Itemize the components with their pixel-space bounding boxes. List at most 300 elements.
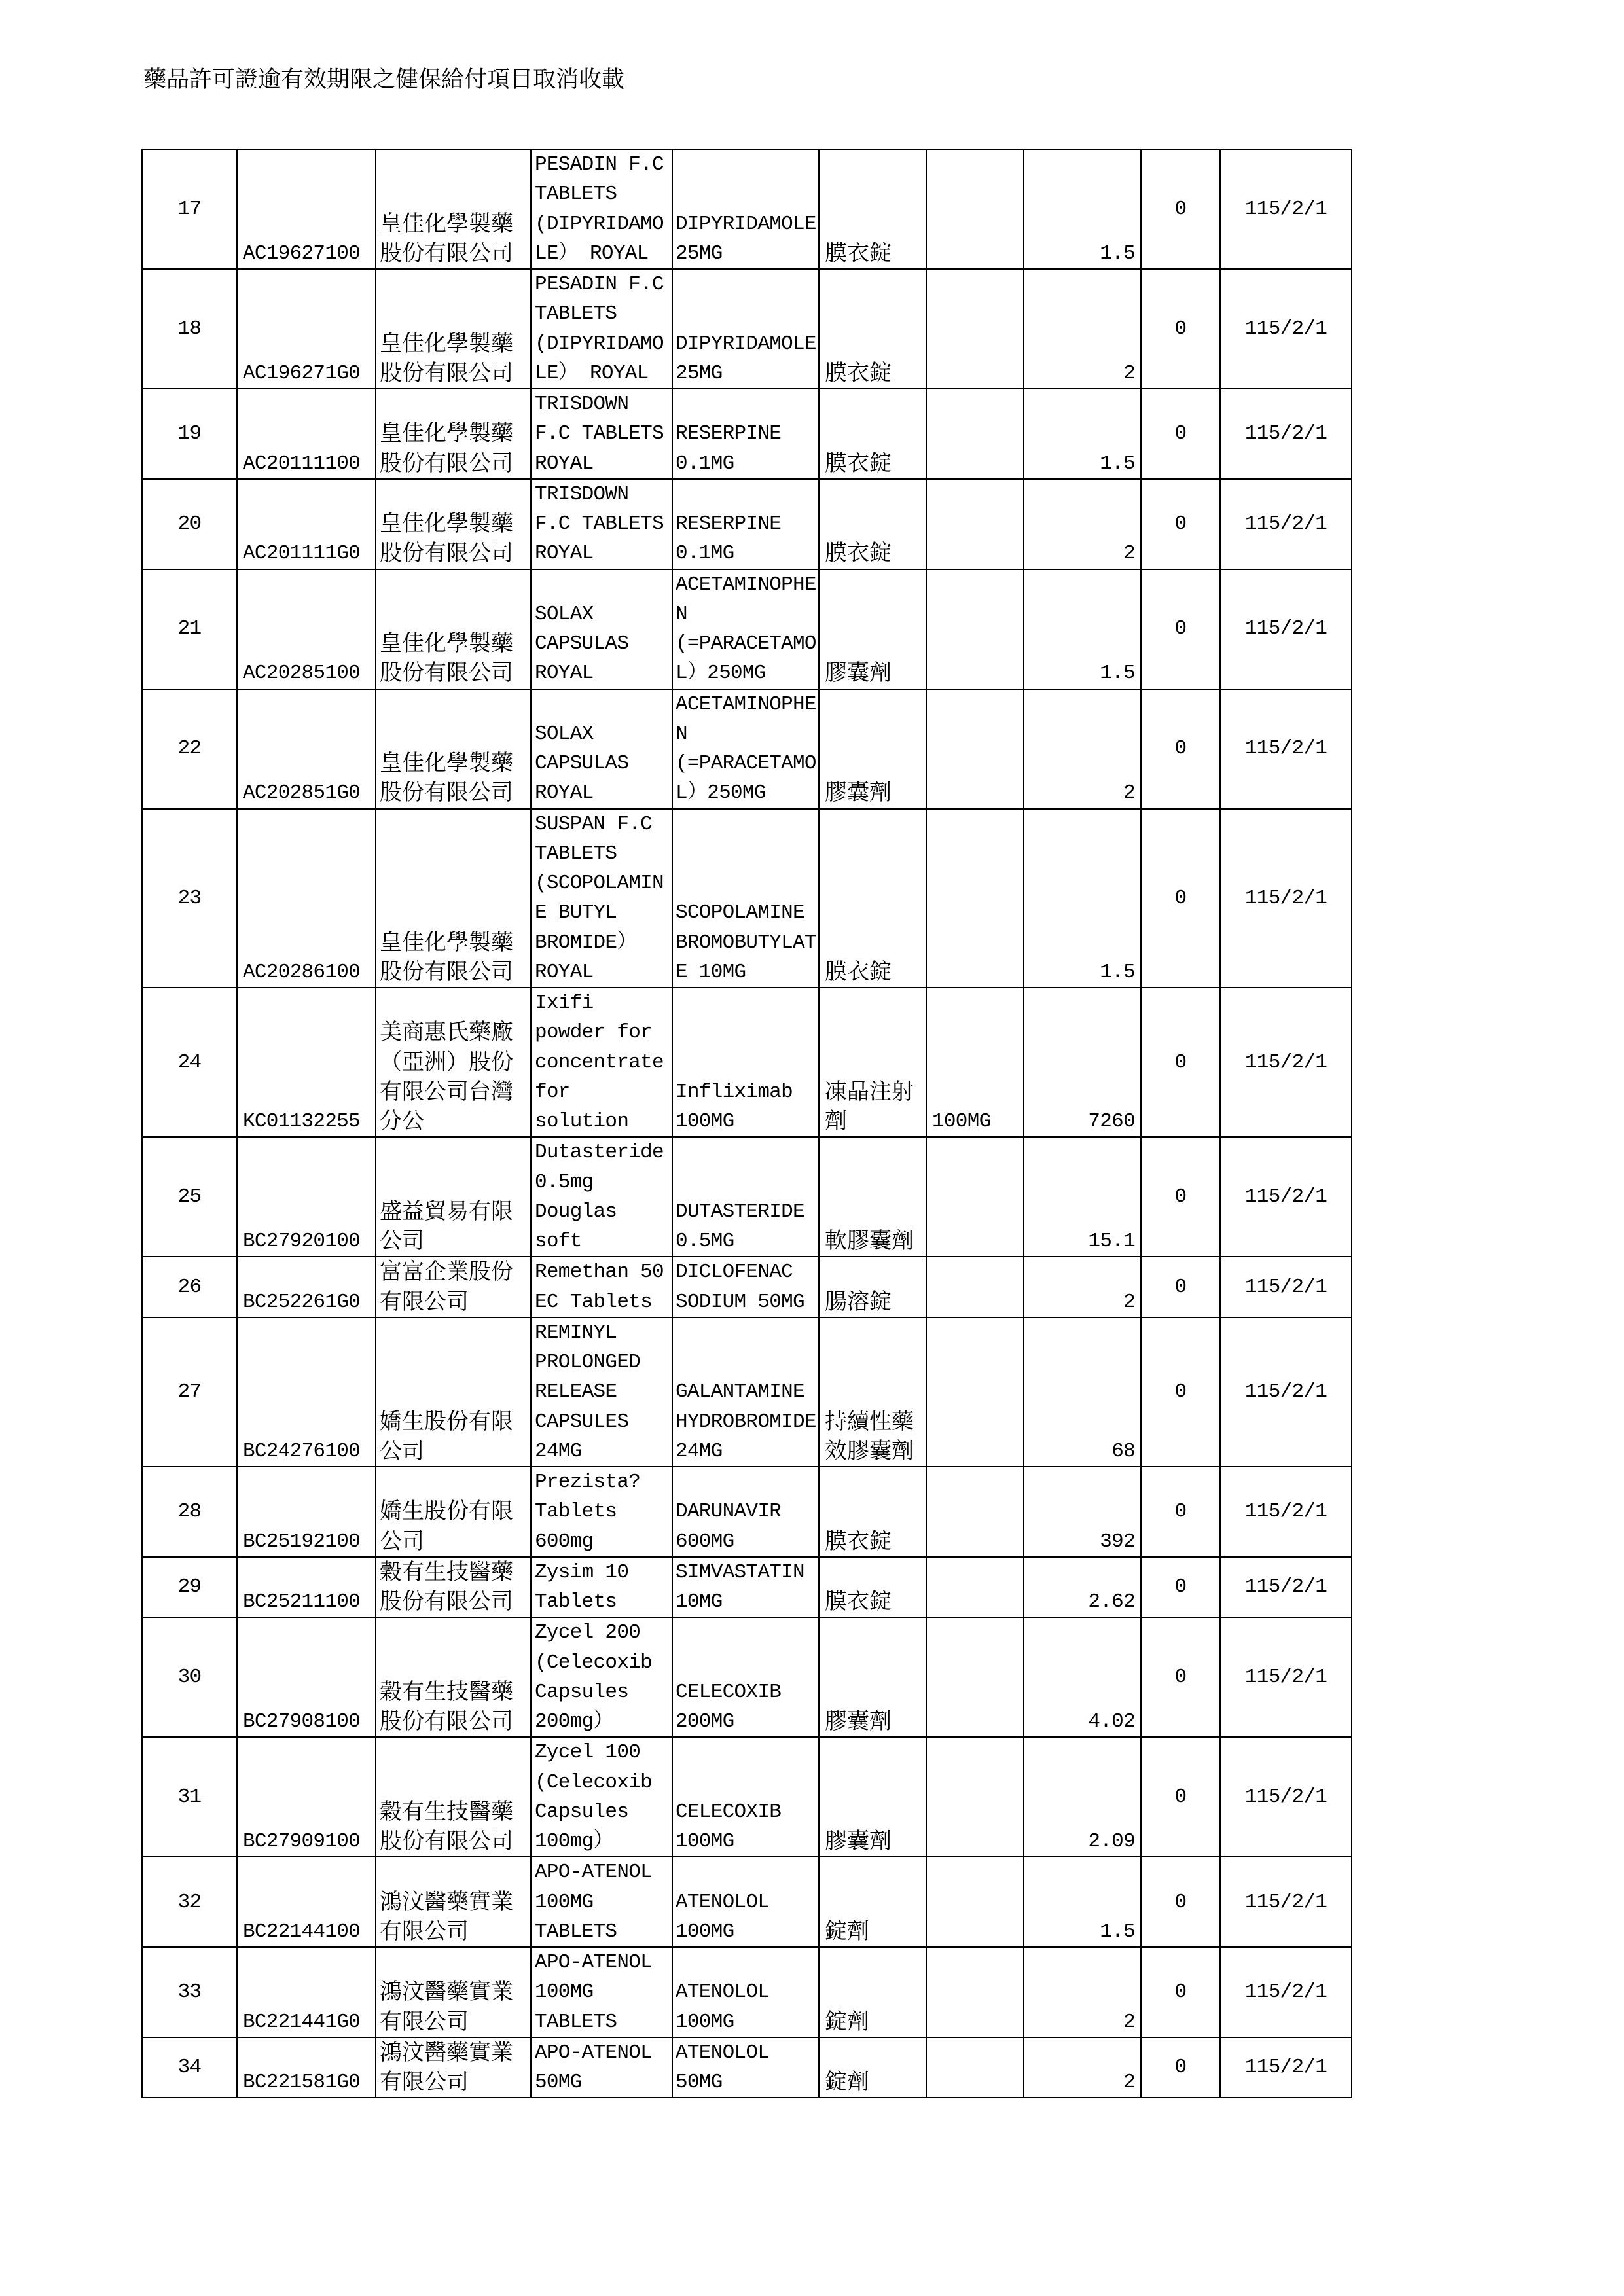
effective-date-cell-text: 115/2/1 bbox=[1244, 1185, 1327, 1209]
price-cell bbox=[1024, 1257, 1142, 1317]
table-row bbox=[143, 690, 1352, 810]
spec-cell bbox=[927, 270, 1024, 388]
price-cell-text: 4.02 bbox=[1088, 1710, 1135, 1733]
drug-name-cell-text: TRISDOWN F.C TABLETS ROYAL bbox=[535, 482, 664, 565]
flag-cell bbox=[1142, 988, 1221, 1136]
drug-name-cell bbox=[532, 690, 673, 808]
row-number-cell bbox=[143, 1318, 238, 1466]
company-cell bbox=[376, 1467, 532, 1556]
drug-name-cell bbox=[532, 570, 673, 689]
price-cell-text: 2.09 bbox=[1088, 1830, 1135, 1853]
company-cell-text: 皇佳化學製藥 股份有限公司 bbox=[380, 630, 513, 687]
ingredient-cell bbox=[673, 1257, 820, 1317]
company-cell bbox=[376, 1948, 532, 2037]
flag-cell bbox=[1142, 1857, 1221, 1946]
price-cell bbox=[1024, 810, 1142, 988]
price-cell-text: 68 bbox=[1111, 1439, 1135, 1463]
flag-cell-text: 0 bbox=[1174, 617, 1187, 641]
dosage-form-cell-text: 膠囊劑 bbox=[825, 780, 892, 806]
ingredient-cell-text: Infliximab 100MG bbox=[676, 1080, 793, 1133]
company-cell-text: 富富企業股份 有限公司 bbox=[380, 1259, 513, 1315]
table-row bbox=[143, 1467, 1352, 1558]
flag-cell bbox=[1142, 150, 1221, 268]
price-cell bbox=[1024, 1618, 1142, 1736]
company-cell-text: 皇佳化學製藥 股份有限公司 bbox=[380, 511, 513, 567]
flag-cell bbox=[1142, 1738, 1221, 1856]
price-cell-text: 1.5 bbox=[1100, 662, 1135, 685]
company-cell bbox=[376, 1318, 532, 1466]
price-cell bbox=[1024, 1467, 1142, 1556]
price-cell-text: 2.62 bbox=[1088, 1590, 1135, 1613]
document-title: 藥品許可證逾有效期限之健保給付項目取消收載 bbox=[143, 67, 625, 93]
price-cell bbox=[1024, 1738, 1142, 1856]
drug-name-cell-text: APO-ATENOL 50MG bbox=[535, 2041, 653, 2094]
company-cell bbox=[376, 1857, 532, 1946]
license-code-cell-text: BC25192100 bbox=[243, 1530, 361, 1553]
license-code-cell-text: AC201111G0 bbox=[243, 542, 361, 565]
table-row bbox=[143, 1558, 1352, 1619]
license-code-cell bbox=[238, 1257, 376, 1317]
license-code-cell bbox=[238, 1948, 376, 2037]
table-row bbox=[143, 1618, 1352, 1738]
row-number-cell-text: 29 bbox=[177, 1575, 202, 1599]
drug-name-cell-text: Remethan 50 EC Tablets bbox=[535, 1261, 664, 1314]
flag-cell bbox=[1142, 690, 1221, 808]
drug-name-cell-text: Ixifi powder for concentrate for solution bbox=[535, 992, 664, 1133]
flag-cell-text: 0 bbox=[1174, 1785, 1187, 1809]
drug-table bbox=[141, 149, 1352, 2098]
flag-cell-text: 0 bbox=[1174, 737, 1187, 761]
dosage-form-cell bbox=[820, 1558, 927, 1617]
row-number-cell bbox=[143, 1257, 238, 1317]
effective-date-cell bbox=[1221, 1138, 1352, 1256]
ingredient-cell-text: ACETAMINOPHE N (=PARACETAMO L）250MG bbox=[676, 573, 816, 685]
dosage-form-cell bbox=[820, 2038, 927, 2098]
spec-cell bbox=[927, 1618, 1024, 1736]
ingredient-cell bbox=[673, 810, 820, 988]
dosage-form-cell-text: 膠囊劑 bbox=[825, 1708, 892, 1734]
drug-name-cell-text: Zycel 200 (Celecoxib Capsules 200mg） bbox=[535, 1621, 653, 1733]
table-row bbox=[143, 1738, 1352, 1857]
license-code-cell-text: BC22144100 bbox=[243, 1920, 361, 1943]
dosage-form-cell-text: 錠劑 bbox=[825, 1918, 869, 1945]
dosage-form-cell-text: 持續性藥 效膠囊劑 bbox=[825, 1408, 914, 1464]
flag-cell-text: 0 bbox=[1174, 1666, 1187, 1689]
effective-date-cell-text: 115/2/1 bbox=[1244, 1275, 1327, 1299]
effective-date-cell-text: 115/2/1 bbox=[1244, 617, 1327, 641]
flag-cell-text: 0 bbox=[1174, 1185, 1187, 1209]
row-number-cell-text: 28 bbox=[177, 1500, 202, 1524]
spec-cell bbox=[927, 2038, 1024, 2098]
license-code-cell bbox=[238, 570, 376, 689]
price-cell-text: 2 bbox=[1123, 2010, 1135, 2034]
dosage-form-cell-text: 錠劑 bbox=[825, 2008, 869, 2035]
flag-cell-text: 0 bbox=[1174, 1275, 1187, 1299]
dosage-form-cell bbox=[820, 1738, 927, 1856]
company-cell bbox=[376, 480, 532, 569]
flag-cell-text: 0 bbox=[1174, 1575, 1187, 1599]
dosage-form-cell bbox=[820, 1318, 927, 1466]
drug-name-cell bbox=[532, 389, 673, 478]
drug-name-cell-text: PESADIN F.C TABLETS (DIPYRIDAMO LE） ROYAL bbox=[535, 153, 664, 265]
spec-cell bbox=[927, 1558, 1024, 1617]
table-row bbox=[143, 570, 1352, 690]
effective-date-cell-text: 115/2/1 bbox=[1244, 886, 1327, 910]
effective-date-cell bbox=[1221, 1618, 1352, 1736]
table-row bbox=[143, 150, 1352, 270]
price-cell-text: 2 bbox=[1123, 1290, 1135, 1314]
ingredient-cell bbox=[673, 1467, 820, 1556]
ingredient-cell-text: ATENOLOL 50MG bbox=[676, 2041, 770, 2094]
table-row bbox=[143, 270, 1352, 389]
drug-name-cell-text: APO-ATENOL 100MG TABLETS bbox=[535, 1951, 653, 2034]
row-number-cell-text: 23 bbox=[177, 886, 202, 910]
price-cell-text: 392 bbox=[1100, 1530, 1135, 1553]
row-number-cell bbox=[143, 1618, 238, 1736]
effective-date-cell bbox=[1221, 570, 1352, 689]
row-number-cell bbox=[143, 1857, 238, 1946]
company-cell-text: 皇佳化學製藥 股份有限公司 bbox=[380, 420, 513, 476]
dosage-form-cell-text: 軟膠囊劑 bbox=[825, 1228, 914, 1254]
license-code-cell bbox=[238, 810, 376, 988]
effective-date-cell bbox=[1221, 480, 1352, 569]
effective-date-cell-text: 115/2/1 bbox=[1244, 1575, 1327, 1599]
drug-name-cell bbox=[532, 1618, 673, 1736]
dosage-form-cell-text: 膜衣錠 bbox=[825, 359, 892, 386]
license-code-cell-text: BC25211100 bbox=[243, 1590, 361, 1613]
company-cell-text: 皇佳化學製藥 股份有限公司 bbox=[380, 929, 513, 985]
effective-date-cell bbox=[1221, 1318, 1352, 1466]
dosage-form-cell-text: 膜衣錠 bbox=[825, 450, 892, 476]
drug-name-cell bbox=[532, 1318, 673, 1466]
flag-cell-text: 0 bbox=[1174, 1500, 1187, 1524]
drug-name-cell bbox=[532, 1257, 673, 1317]
spec-cell-text: 100MG bbox=[932, 1110, 991, 1133]
ingredient-cell-text: DIPYRIDAMOLE 25MG bbox=[676, 212, 816, 265]
ingredient-cell-text: GALANTAMINE HYDROBROMIDE 24MG bbox=[676, 1380, 816, 1463]
spec-cell bbox=[927, 480, 1024, 569]
dosage-form-cell bbox=[820, 1467, 927, 1556]
effective-date-cell bbox=[1221, 1738, 1352, 1856]
effective-date-cell-text: 115/2/1 bbox=[1244, 2056, 1327, 2079]
price-cell bbox=[1024, 690, 1142, 808]
flag-cell-text: 0 bbox=[1174, 1981, 1187, 2004]
flag-cell-text: 0 bbox=[1174, 886, 1187, 910]
company-cell-text: 皇佳化學製藥 股份有限公司 bbox=[380, 210, 513, 266]
row-number-cell bbox=[143, 270, 238, 388]
company-cell-text: 皇佳化學製藥 股份有限公司 bbox=[380, 330, 513, 386]
dosage-form-cell-text: 膠囊劑 bbox=[825, 660, 892, 687]
ingredient-cell-text: CELECOXIB 200MG bbox=[676, 1680, 782, 1733]
drug-name-cell bbox=[532, 1948, 673, 2037]
effective-date-cell bbox=[1221, 389, 1352, 478]
license-code-cell-text: AC20286100 bbox=[243, 960, 361, 984]
ingredient-cell-text: RESERPINE 0.1MG bbox=[676, 422, 782, 475]
row-number-cell-text: 24 bbox=[177, 1050, 202, 1074]
license-code-cell bbox=[238, 2038, 376, 2098]
drug-name-cell-text: APO-ATENOL 100MG TABLETS bbox=[535, 1861, 653, 1943]
table-row bbox=[143, 1138, 1352, 1257]
ingredient-cell-text: ATENOLOL 100MG bbox=[676, 1890, 770, 1943]
ingredient-cell bbox=[673, 690, 820, 808]
row-number-cell-text: 33 bbox=[177, 1981, 202, 2004]
dosage-form-cell bbox=[820, 270, 927, 388]
row-number-cell bbox=[143, 810, 238, 988]
ingredient-cell bbox=[673, 988, 820, 1136]
row-number-cell bbox=[143, 150, 238, 268]
dosage-form-cell bbox=[820, 1857, 927, 1946]
license-code-cell bbox=[238, 1138, 376, 1256]
company-cell bbox=[376, 150, 532, 268]
company-cell bbox=[376, 1138, 532, 1256]
flag-cell-text: 0 bbox=[1174, 512, 1187, 535]
price-cell-text: 2 bbox=[1123, 361, 1135, 385]
effective-date-cell-text: 115/2/1 bbox=[1244, 1981, 1327, 2004]
table-row bbox=[143, 480, 1352, 570]
flag-cell bbox=[1142, 1948, 1221, 2037]
price-cell bbox=[1024, 150, 1142, 268]
drug-name-cell-text: TRISDOWN F.C TABLETS ROYAL bbox=[535, 393, 664, 475]
row-number-cell-text: 17 bbox=[177, 197, 202, 221]
spec-cell bbox=[927, 1138, 1024, 1256]
license-code-cell-text: BC24276100 bbox=[243, 1439, 361, 1463]
spec-cell bbox=[927, 150, 1024, 268]
company-cell-text: 美商惠氏藥廠 （亞洲）股份 有限公司台灣 分公 bbox=[380, 1019, 513, 1134]
dosage-form-cell-text: 凍晶注射 劑 bbox=[825, 1078, 914, 1134]
license-code-cell bbox=[238, 270, 376, 388]
effective-date-cell-text: 115/2/1 bbox=[1244, 512, 1327, 535]
company-cell bbox=[376, 988, 532, 1136]
license-code-cell bbox=[238, 389, 376, 478]
license-code-cell bbox=[238, 1738, 376, 1856]
dosage-form-cell bbox=[820, 988, 927, 1136]
ingredient-cell bbox=[673, 1318, 820, 1466]
row-number-cell-text: 32 bbox=[177, 1890, 202, 1914]
price-cell bbox=[1024, 1318, 1142, 1466]
dosage-form-cell-text: 膜衣錠 bbox=[825, 240, 892, 266]
license-code-cell-text: AC19627100 bbox=[243, 242, 361, 265]
effective-date-cell bbox=[1221, 810, 1352, 988]
dosage-form-cell bbox=[820, 150, 927, 268]
ingredient-cell bbox=[673, 570, 820, 689]
effective-date-cell bbox=[1221, 690, 1352, 808]
price-cell-text: 2 bbox=[1123, 542, 1135, 565]
table-row bbox=[143, 389, 1352, 480]
license-code-cell bbox=[238, 1467, 376, 1556]
flag-cell bbox=[1142, 1618, 1221, 1736]
ingredient-cell bbox=[673, 150, 820, 268]
flag-cell-text: 0 bbox=[1174, 422, 1187, 446]
price-cell bbox=[1024, 1948, 1142, 2037]
effective-date-cell bbox=[1221, 1467, 1352, 1556]
license-code-cell-text: BC27909100 bbox=[243, 1830, 361, 1853]
row-number-cell bbox=[143, 1558, 238, 1617]
flag-cell bbox=[1142, 389, 1221, 478]
ingredient-cell-text: CELECOXIB 100MG bbox=[676, 1800, 782, 1853]
drug-name-cell bbox=[532, 1558, 673, 1617]
ingredient-cell bbox=[673, 1558, 820, 1617]
row-number-cell-text: 20 bbox=[177, 512, 202, 535]
price-cell bbox=[1024, 1558, 1142, 1617]
company-cell bbox=[376, 2038, 532, 2098]
row-number-cell-text: 30 bbox=[177, 1666, 202, 1689]
dosage-form-cell bbox=[820, 480, 927, 569]
dosage-form-cell bbox=[820, 1618, 927, 1736]
dosage-form-cell bbox=[820, 690, 927, 808]
company-cell-text: 鴻汶醫藥實業 有限公司 bbox=[380, 1979, 513, 2035]
spec-cell bbox=[927, 1318, 1024, 1466]
company-cell bbox=[376, 1558, 532, 1617]
price-cell-text: 2 bbox=[1123, 2071, 1135, 2094]
license-code-cell-text: AC202851G0 bbox=[243, 781, 361, 805]
flag-cell bbox=[1142, 810, 1221, 988]
spec-cell bbox=[927, 570, 1024, 689]
row-number-cell-text: 21 bbox=[177, 617, 202, 641]
company-cell bbox=[376, 1618, 532, 1736]
row-number-cell bbox=[143, 1138, 238, 1256]
table-row bbox=[143, 1948, 1352, 2038]
row-number-cell bbox=[143, 988, 238, 1136]
ingredient-cell bbox=[673, 270, 820, 388]
spec-cell bbox=[927, 1857, 1024, 1946]
effective-date-cell bbox=[1221, 1558, 1352, 1617]
spec-cell bbox=[927, 988, 1024, 1136]
company-cell-text: 鴻汶醫藥實業 有限公司 bbox=[380, 1888, 513, 1945]
license-code-cell bbox=[238, 690, 376, 808]
dosage-form-cell bbox=[820, 810, 927, 988]
company-cell bbox=[376, 690, 532, 808]
price-cell-text: 2 bbox=[1123, 781, 1135, 805]
price-cell-text: 1.5 bbox=[1100, 1920, 1135, 1943]
drug-name-cell bbox=[532, 1857, 673, 1946]
table-row bbox=[143, 810, 1352, 989]
flag-cell bbox=[1142, 1467, 1221, 1556]
flag-cell bbox=[1142, 2038, 1221, 2098]
flag-cell bbox=[1142, 270, 1221, 388]
drug-name-cell-text: Prezista? Tablets 600mg bbox=[535, 1471, 641, 1553]
price-cell bbox=[1024, 389, 1142, 478]
effective-date-cell-text: 115/2/1 bbox=[1244, 1666, 1327, 1689]
company-cell-text: 穀有生技醫藥 股份有限公司 bbox=[380, 1558, 513, 1615]
ingredient-cell bbox=[673, 1138, 820, 1256]
effective-date-cell bbox=[1221, 1257, 1352, 1317]
flag-cell bbox=[1142, 1138, 1221, 1256]
row-number-cell-text: 18 bbox=[177, 317, 202, 340]
price-cell bbox=[1024, 1138, 1142, 1256]
flag-cell bbox=[1142, 1318, 1221, 1466]
license-code-cell bbox=[238, 1618, 376, 1736]
ingredient-cell-text: DUTASTERIDE 0.5MG bbox=[676, 1200, 804, 1253]
effective-date-cell-text: 115/2/1 bbox=[1244, 317, 1327, 340]
spec-cell bbox=[927, 1738, 1024, 1856]
company-cell-text: 盛益貿易有限 公司 bbox=[380, 1198, 513, 1254]
license-code-cell-text: BC27908100 bbox=[243, 1710, 361, 1733]
flag-cell-text: 0 bbox=[1174, 1050, 1187, 1074]
row-number-cell bbox=[143, 570, 238, 689]
dosage-form-cell-text: 膠囊劑 bbox=[825, 1828, 892, 1854]
drug-name-cell bbox=[532, 2038, 673, 2098]
price-cell bbox=[1024, 480, 1142, 569]
row-number-cell bbox=[143, 1948, 238, 2037]
company-cell-text: 鴻汶醫藥實業 有限公司 bbox=[380, 2039, 513, 2095]
table-row bbox=[143, 1857, 1352, 1948]
license-code-cell bbox=[238, 150, 376, 268]
flag-cell-text: 0 bbox=[1174, 2056, 1187, 2079]
license-code-cell-text: AC196271G0 bbox=[243, 361, 361, 385]
ingredient-cell-text: ACETAMINOPHE N (=PARACETAMO L）250MG bbox=[676, 692, 816, 805]
spec-cell bbox=[927, 389, 1024, 478]
row-number-cell-text: 22 bbox=[177, 737, 202, 761]
drug-name-cell bbox=[532, 988, 673, 1136]
row-number-cell bbox=[143, 1738, 238, 1856]
price-cell bbox=[1024, 1857, 1142, 1946]
flag-cell-text: 0 bbox=[1174, 1380, 1187, 1404]
ingredient-cell bbox=[673, 2038, 820, 2098]
spec-cell bbox=[927, 810, 1024, 988]
row-number-cell-text: 31 bbox=[177, 1785, 202, 1809]
effective-date-cell-text: 115/2/1 bbox=[1244, 1785, 1327, 1809]
license-code-cell bbox=[238, 1558, 376, 1617]
drug-name-cell-text: Dutasteride 0.5mg Douglas soft bbox=[535, 1141, 664, 1253]
row-number-cell bbox=[143, 2038, 238, 2098]
table-row bbox=[143, 1257, 1352, 1318]
company-cell bbox=[376, 570, 532, 689]
dosage-form-cell-text: 腸溶錠 bbox=[825, 1288, 892, 1315]
license-code-cell-text: BC27920100 bbox=[243, 1230, 361, 1253]
license-code-cell bbox=[238, 1857, 376, 1946]
drug-name-cell-text: SOLAX CAPSULAS ROYAL bbox=[535, 722, 629, 805]
row-number-cell-text: 19 bbox=[177, 422, 202, 446]
ingredient-cell bbox=[673, 1857, 820, 1946]
flag-cell bbox=[1142, 1558, 1221, 1617]
flag-cell-text: 0 bbox=[1174, 317, 1187, 340]
company-cell-text: 穀有生技醫藥 股份有限公司 bbox=[380, 1678, 513, 1734]
dosage-form-cell-text: 膜衣錠 bbox=[825, 1588, 892, 1615]
ingredient-cell bbox=[673, 480, 820, 569]
ingredient-cell-text: SCOPOLAMINE BROMOBUTYLAT E 10MG bbox=[676, 901, 816, 984]
ingredient-cell-text: ATENOLOL 100MG bbox=[676, 1981, 770, 2034]
license-code-cell bbox=[238, 1318, 376, 1466]
row-number-cell-text: 27 bbox=[177, 1380, 202, 1404]
license-code-cell-text: AC20285100 bbox=[243, 662, 361, 685]
license-code-cell-text: KC01132255 bbox=[243, 1110, 361, 1133]
company-cell-text: 皇佳化學製藥 股份有限公司 bbox=[380, 750, 513, 806]
drug-name-cell-text: SUSPAN F.C TABLETS (SCOPOLAMIN E BUTYL BROMIDE） ROYAL bbox=[535, 812, 664, 984]
ingredient-cell-text: RESERPINE 0.1MG bbox=[676, 512, 782, 565]
ingredient-cell bbox=[673, 389, 820, 478]
drug-name-cell-text: Zycel 100 (Celecoxib Capsules 100mg） bbox=[535, 1741, 653, 1853]
company-cell bbox=[376, 810, 532, 988]
dosage-form-cell bbox=[820, 1257, 927, 1317]
drug-name-cell-text: REMINYL PROLONGED RELEASE CAPSULES 24MG bbox=[535, 1321, 641, 1463]
flag-cell-text: 0 bbox=[1174, 1890, 1187, 1914]
effective-date-cell-text: 115/2/1 bbox=[1244, 1380, 1327, 1404]
effective-date-cell-text: 115/2/1 bbox=[1244, 1890, 1327, 1914]
row-number-cell bbox=[143, 389, 238, 478]
drug-name-cell-text: PESADIN F.C TABLETS (DIPYRIDAMO LE） ROYAL bbox=[535, 273, 664, 385]
license-code-cell-text: AC20111100 bbox=[243, 452, 361, 475]
effective-date-cell bbox=[1221, 1948, 1352, 2037]
company-cell-text: 嬌生股份有限 公司 bbox=[380, 1408, 513, 1464]
effective-date-cell-text: 115/2/1 bbox=[1244, 197, 1327, 221]
ingredient-cell bbox=[673, 1948, 820, 2037]
flag-cell bbox=[1142, 1257, 1221, 1317]
drug-name-cell bbox=[532, 1467, 673, 1556]
table-row bbox=[143, 2038, 1352, 2099]
effective-date-cell-text: 115/2/1 bbox=[1244, 737, 1327, 761]
license-code-cell-text: BC252261G0 bbox=[243, 1290, 361, 1314]
flag-cell bbox=[1142, 570, 1221, 689]
